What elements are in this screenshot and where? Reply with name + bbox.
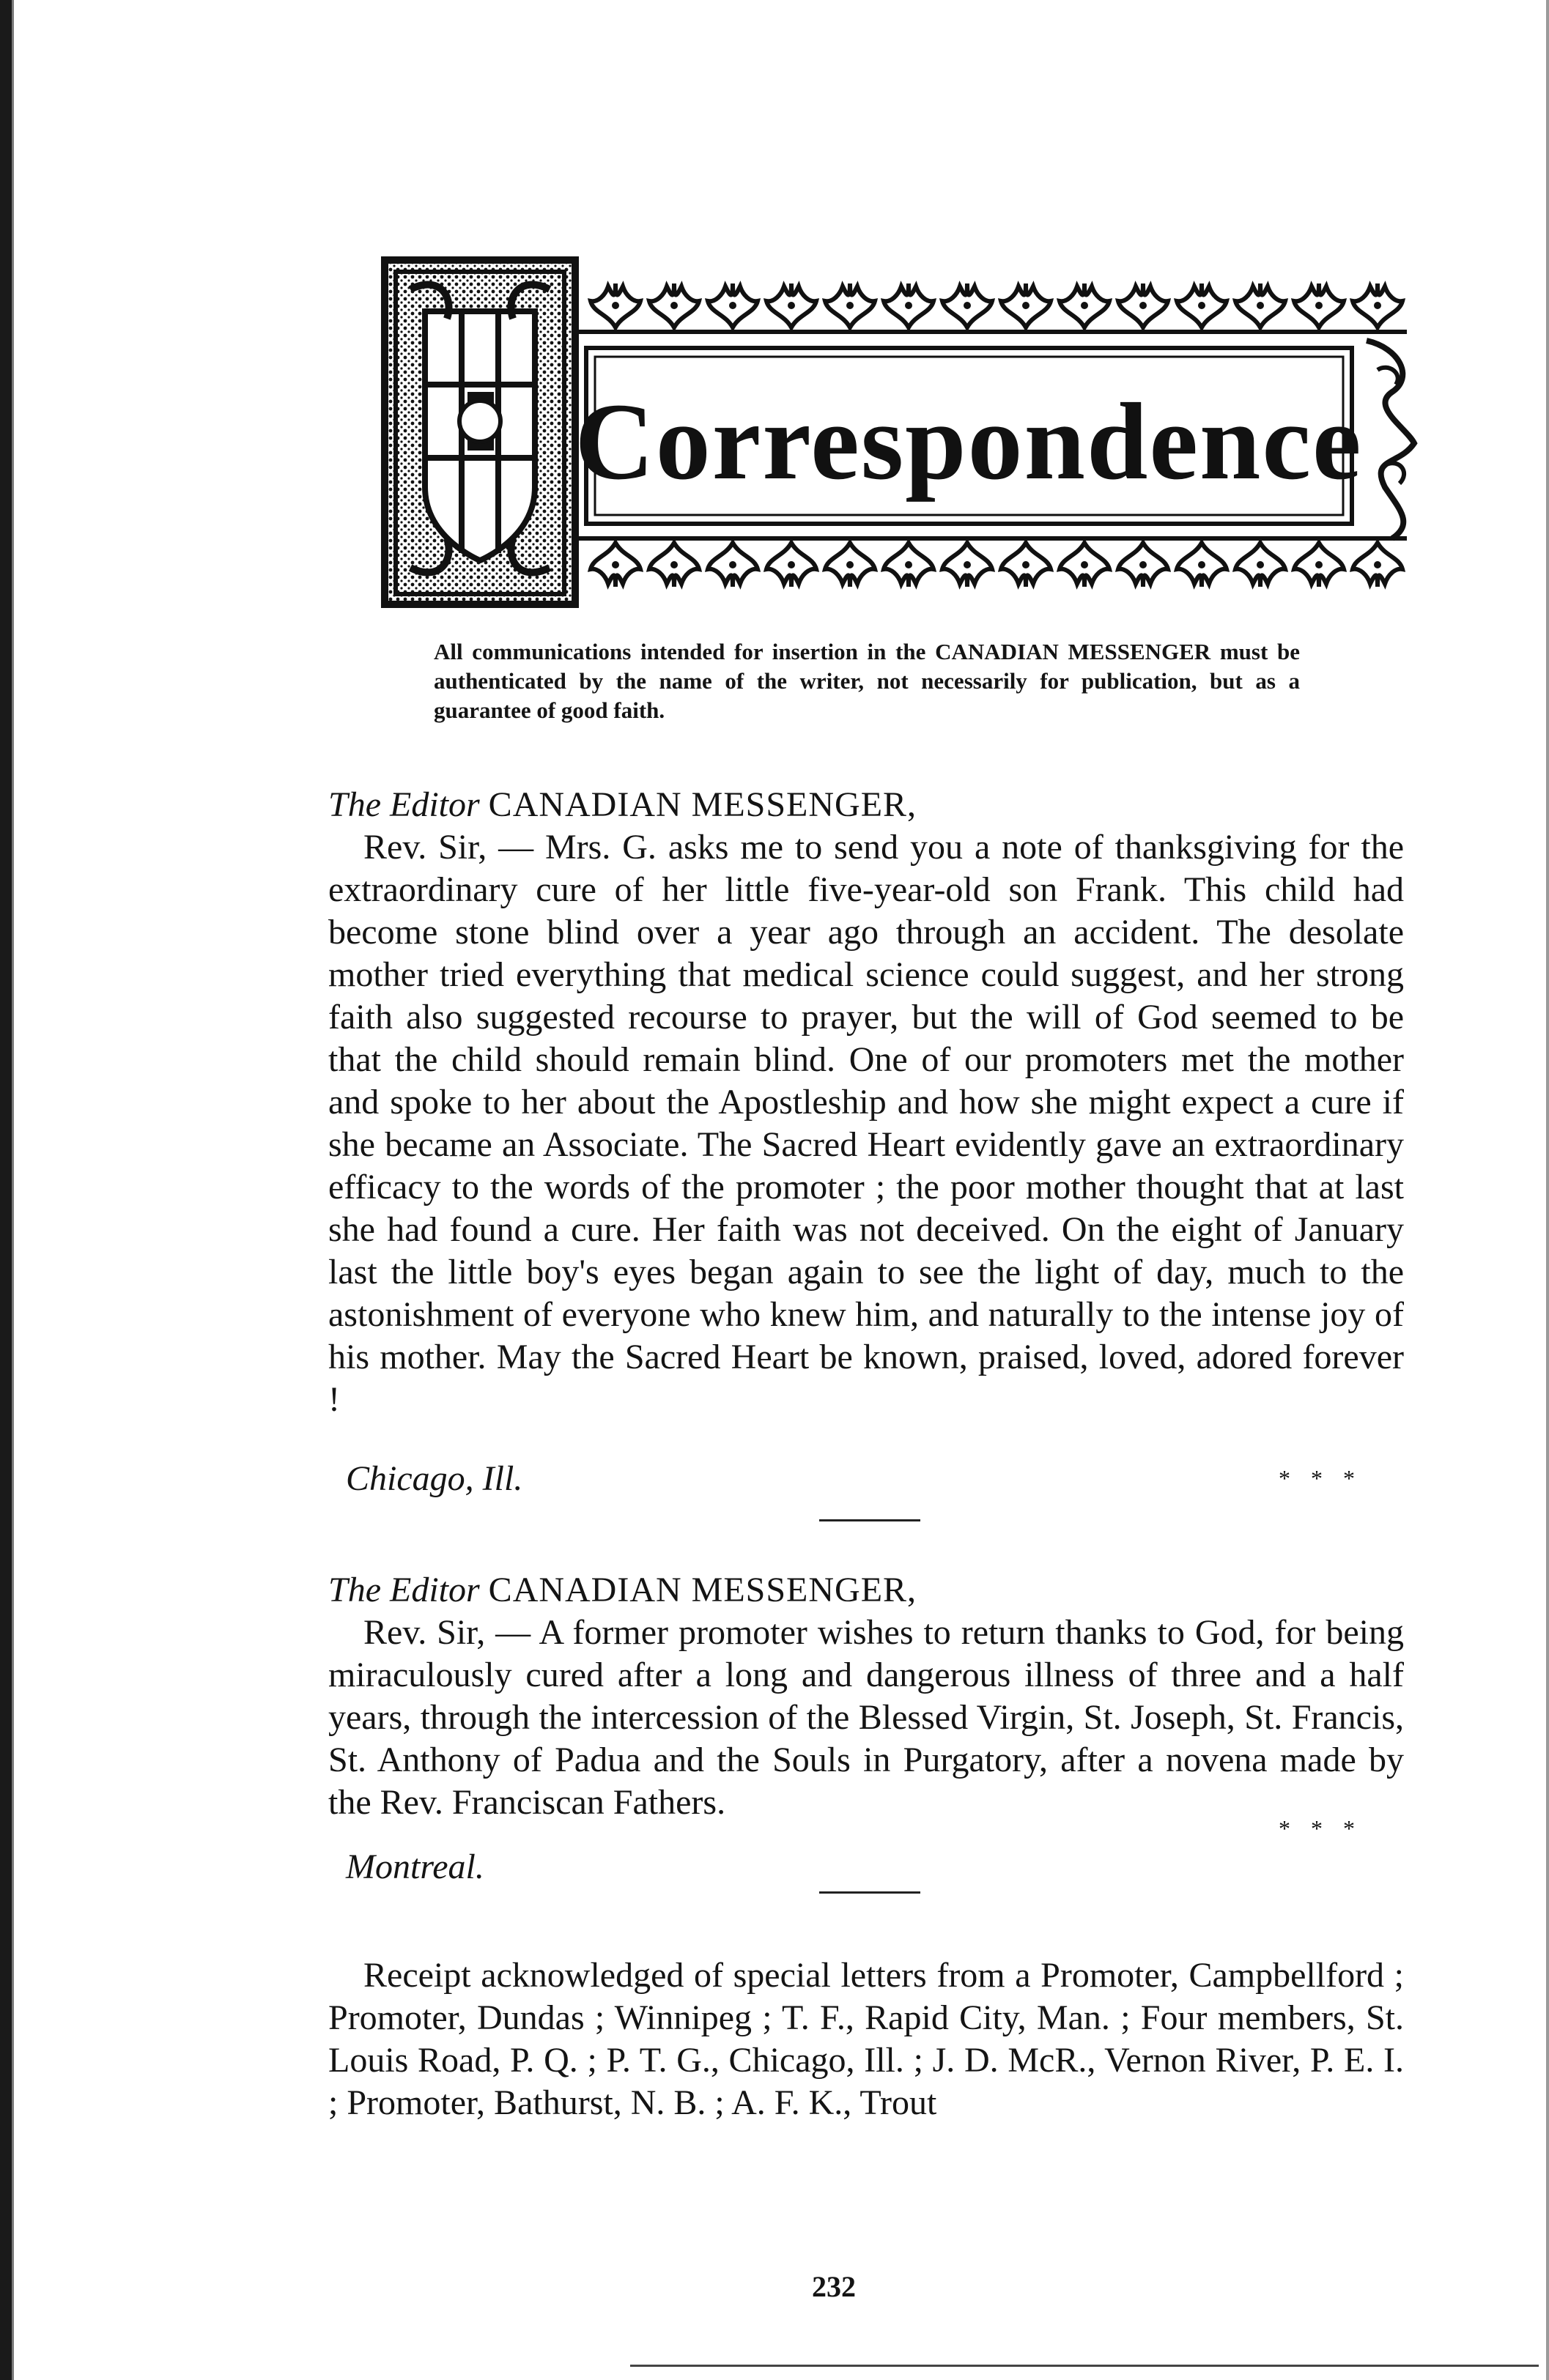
receipt-acknowledgement: Receipt acknowledged of special letters from a Promoter, Campbellford ; Promoter, Dundas ; Winnipeg ; T. F., Rapid City, Man. ; Four members, St. Louis Road, P. Q. ; P. T. G., Chicago, Ill. ; J. D. McR., Vernon River, P. E. I. ; Promoter, Bathurst, N. B. ; A. F. K., Trout (328, 1956, 1404, 2122)
scan-edge-right (1546, 0, 1549, 2380)
section-divider (819, 1519, 920, 1521)
section-title: Correspondence (574, 381, 1363, 503)
scan-bottom-edge (630, 2365, 1539, 2367)
letter-2-body: Rev. Sir, — A former promoter wishes to return thanks to God, for being miraculously cured after a long and dangerous illness of three and a half years, through the intercession of the Blessed Virgin, St. Joseph, St. Francis, St. Anthony of Padua and the Souls in Purgatory, after a novena made by the Rev. Franciscan Fathers. (328, 1613, 1404, 1822)
correspondence-banner (381, 245, 1425, 626)
letter-2-salutation (328, 1569, 917, 1612)
top-leaf-border-icon (579, 283, 1407, 332)
letter-1-place: Chicago, Ill. (346, 1459, 523, 1498)
salutation-caps: CANADIAN MESSENGER, (488, 1571, 917, 1609)
salutation-italic: The Editor (328, 785, 480, 824)
submission-notice: All communications intended for insertion in the CANADIAN MESSENGER must be authenticated by the name of the writer, not necessarily for publication, but as a guarantee of good faith. (434, 639, 1300, 723)
bottom-leaf-border-icon (579, 538, 1407, 587)
side-scroll-ornament-icon (1367, 341, 1414, 538)
scan-edge-left-shadow (12, 0, 14, 2380)
letter-1-body: Rev. Sir, — Mrs. G. asks me to send you a note of thanksgiving for the extraordinary cure of her little five-year-old son Frank. This child had become stone blind over a year ago through an accident. The desolate mother tried everything that medical science could suggest, and her strong faith also suggested recourse to prayer, but the will of God seemed to be that the child should remain blind. One of our promoters met the mother and spoke to her about the Apostleship and how she might expect a cure if she became an Associate. The Sacred Heart evidently gave an extraordinary efficacy to the words of the promoter ; the poor mother thought that at last she had found a cure. Her faith was not deceived. On the eight of January last the little boy's eyes began again to see the light of day, much to the astonishment of everyone who knew him, and naturally to the intense joy of his mother. May the Sacred Heart be known, praised, loved, adored forever ! (328, 828, 1404, 1419)
letter-1-salutation (328, 784, 917, 826)
initial-ornament-icon (385, 260, 575, 604)
scan-edge-left (0, 0, 12, 2380)
section-divider (819, 1891, 920, 1894)
letter-2-place: Montreal. (346, 1847, 484, 1886)
salutation-caps: CANADIAN MESSENGER, (488, 785, 917, 824)
letter-2-signature: * * * (1279, 1815, 1362, 1842)
salutation-italic: The Editor (328, 1571, 480, 1609)
letter-1-signature: * * * (1279, 1465, 1362, 1491)
page-number: 232 (812, 2270, 856, 2303)
